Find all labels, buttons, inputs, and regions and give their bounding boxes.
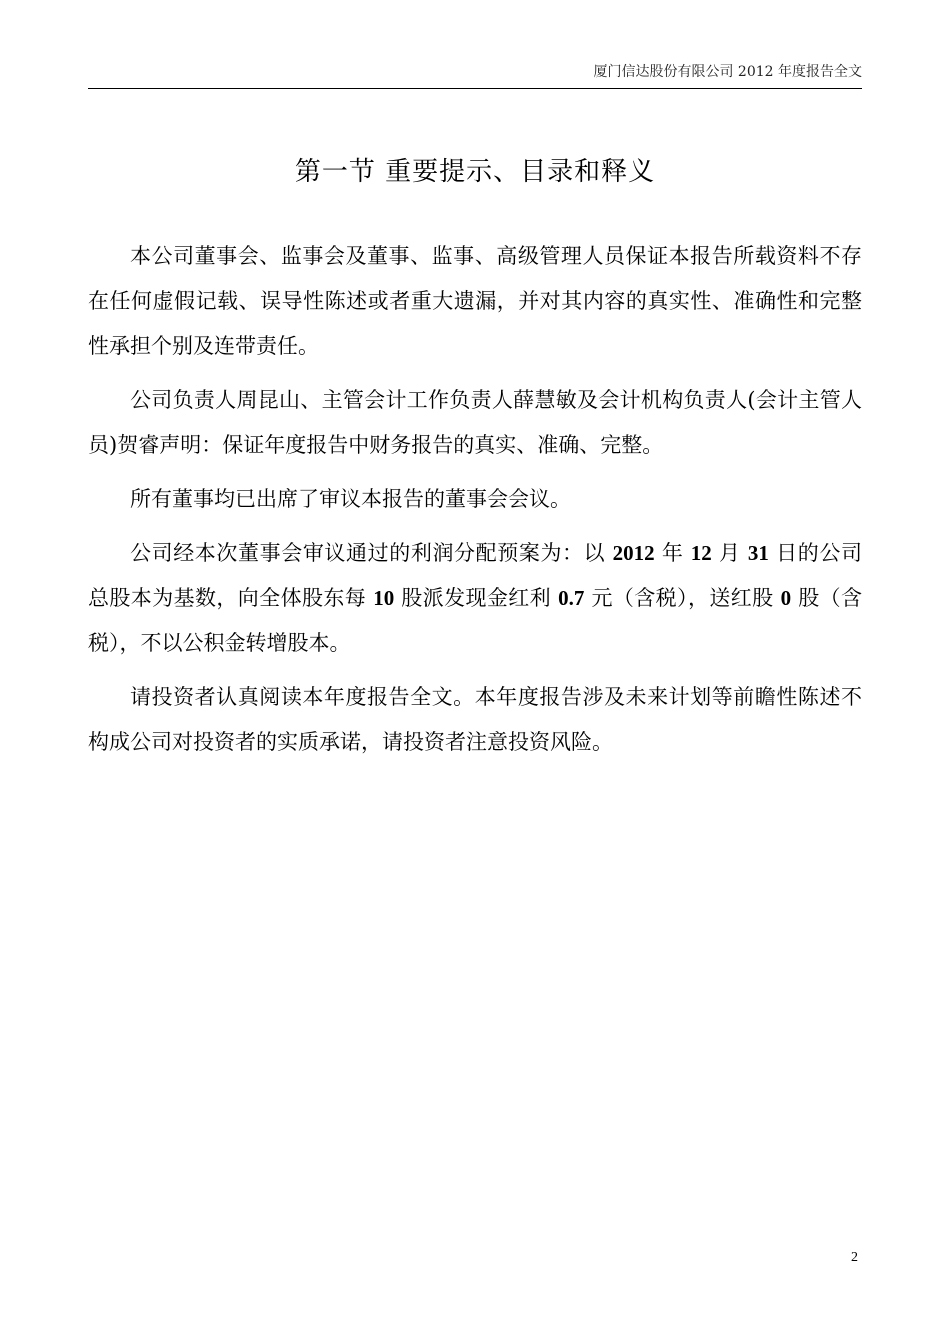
month-value: 12 xyxy=(690,541,712,565)
day-value: 31 xyxy=(747,541,769,565)
paragraph-financial-declaration: 公司负责人周昆山、主管会计工作负责人薛慧敏及会计机构负责人(会计主管人员)贺睿声明：保证年度报告中财务报告的真实、准确、完整。 xyxy=(88,388,862,457)
page-number: 2 xyxy=(851,1250,858,1265)
header-title: 厦门信达股份有限公司 2012 年度报告全文 xyxy=(593,64,862,80)
bonus-shares-value: 0 xyxy=(780,586,792,610)
year-value: 2012 xyxy=(612,541,655,565)
document-body xyxy=(88,234,862,774)
text-segment: 股（含税），不以公积金转增股本。 xyxy=(88,586,862,655)
text-segment: 元（含税），送红股 xyxy=(584,586,781,610)
paragraph-profit-distribution xyxy=(88,531,862,666)
section-title: 第一节 重要提示、目录和释义 xyxy=(294,157,656,187)
paragraph-board-attendance: 所有董事均已出席了审议本报告的董事会会议。 xyxy=(130,487,571,511)
shares-value: 10 xyxy=(373,586,395,610)
text-segment: 股派发现金红利 xyxy=(394,586,559,610)
text-segment: 年 xyxy=(654,541,691,565)
text-segment: 日的公司总股本为基数，向全体股东每 xyxy=(88,541,862,610)
text-segment: 月 xyxy=(711,541,748,565)
text-segment: 公司经本次董事会审议通过的利润分配预案为：以 xyxy=(130,541,613,565)
page-header xyxy=(88,62,862,89)
dividend-value: 0.7 xyxy=(558,586,585,610)
paragraph-responsibility-statement: 本公司董事会、监事会及董事、监事、高级管理人员保证本报告所载资料不存在任何虚假记载、误导性陈述或者重大遗漏，并对其内容的真实性、准确性和完整性承担个别及连带责任。 xyxy=(88,244,862,358)
paragraph-risk-warning: 请投资者认真阅读本年度报告全文。本年度报告涉及未来计划等前瞻性陈述不构成公司对投资者的实质承诺，请投资者注意投资风险。 xyxy=(88,685,862,754)
